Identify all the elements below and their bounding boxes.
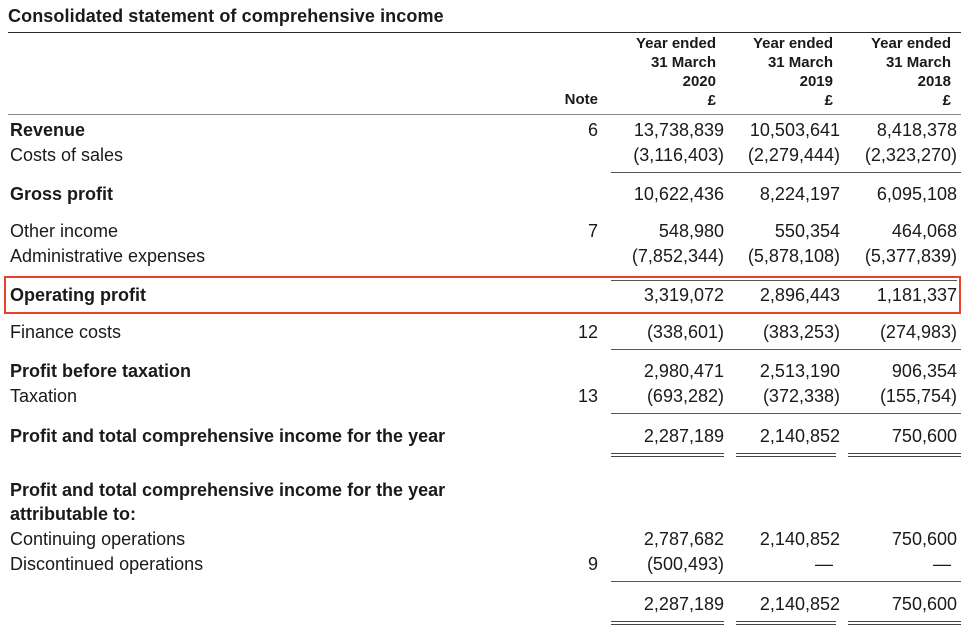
- value-2018: 750,600: [891, 426, 957, 446]
- value-2020: (338,601): [646, 322, 724, 342]
- attributable-heading-row-2: [0, 502, 969, 526]
- value-2018: (2,323,270): [864, 145, 957, 165]
- row-label: Profit and total comprehensive income for the year: [10, 426, 446, 446]
- row-label: Costs of sales: [10, 145, 124, 165]
- discontinued-operations-row: [0, 552, 969, 576]
- subtotal-rule: [611, 172, 961, 173]
- total-double-rule-2019: [736, 453, 836, 457]
- total-double-rule-2020: [611, 453, 724, 457]
- value-2020: 10,622,436: [633, 184, 724, 204]
- row-label: Discontinued operations: [10, 554, 204, 574]
- row-note: 13: [577, 386, 598, 406]
- admin-expenses-row: [0, 244, 969, 268]
- year-2019-header: [753, 34, 833, 110]
- value-2019: 2,896,443: [759, 285, 840, 305]
- year-2018-header: [871, 34, 951, 110]
- value-2020: 2,287,189: [643, 426, 724, 446]
- value-2018: 464,068: [891, 221, 957, 241]
- year-2019-line2: 31 March: [767, 54, 833, 71]
- value-2019: 2,513,190: [759, 361, 840, 381]
- year-2020-line2: 31 March: [650, 54, 716, 71]
- value-2020: (3,116,403): [633, 145, 724, 165]
- value-2018: 8,418,378: [876, 120, 957, 140]
- value-2019: (383,253): [762, 322, 840, 342]
- value-2018: —: [933, 554, 951, 574]
- header-underline: [8, 114, 961, 115]
- row-label: Taxation: [10, 386, 78, 406]
- row-label: Profit and total comprehensive income for the year: [10, 480, 446, 500]
- value-2020: 13,738,839: [633, 120, 724, 140]
- subtotal-rule: [611, 349, 961, 350]
- value-2019: —: [815, 554, 833, 574]
- value-2019: 10,503,641: [749, 120, 840, 140]
- year-2018-currency: £: [942, 92, 951, 109]
- subtotal-rule: [611, 280, 957, 281]
- row-label: Revenue: [10, 120, 86, 140]
- value-2019: 8,224,197: [759, 184, 840, 204]
- row-label: Finance costs: [10, 322, 122, 342]
- other-income-row: [0, 219, 969, 243]
- value-2018: 750,600: [891, 529, 957, 549]
- year-2018-line1: Year ended: [870, 35, 951, 52]
- profit-total-row: [0, 424, 969, 448]
- operating-profit-row: [0, 283, 969, 307]
- year-2019-line1: Year ended: [752, 35, 833, 52]
- row-note: 12: [577, 322, 598, 342]
- value-2020: 3,319,072: [643, 285, 724, 305]
- row-note: 9: [587, 554, 598, 574]
- year-2019-line3: 2019: [799, 73, 833, 90]
- value-2018: 906,354: [891, 361, 957, 381]
- value-2019: 2,140,852: [759, 594, 840, 614]
- title-underline: [8, 32, 961, 33]
- value-2018: (274,983): [879, 322, 957, 342]
- total-double-rule-2020: [611, 621, 724, 625]
- attributable-total-row: [0, 592, 969, 616]
- revenue-row: [0, 118, 969, 142]
- value-2018: 6,095,108: [876, 184, 957, 204]
- row-label: Other income: [10, 221, 119, 241]
- subtotal-rule: [611, 581, 961, 582]
- note-header-label: Note: [564, 91, 598, 108]
- value-2018: 1,181,337: [876, 285, 957, 305]
- note-column-header: [565, 90, 598, 109]
- value-2020: 2,980,471: [643, 361, 724, 381]
- year-2020-currency: £: [707, 92, 716, 109]
- value-2018: (5,377,839): [864, 246, 957, 266]
- year-2020-header: [636, 34, 716, 110]
- costs-of-sales-row: [0, 143, 969, 167]
- total-double-rule-2018: [848, 621, 961, 625]
- value-2019: 2,140,852: [759, 426, 840, 446]
- statement-title: Consolidated statement of comprehensive income: [8, 6, 444, 26]
- value-2020: (500,493): [646, 554, 724, 574]
- year-2018-line2: 31 March: [885, 54, 951, 71]
- value-2020: (7,852,344): [631, 246, 724, 266]
- value-2019: 550,354: [774, 221, 840, 241]
- attributable-heading-row-1: [0, 478, 969, 502]
- value-2020: 548,980: [658, 221, 724, 241]
- year-2020-line1: Year ended: [635, 35, 716, 52]
- year-2020-line3: 2020: [682, 73, 716, 90]
- continuing-operations-row: [0, 527, 969, 551]
- taxation-row: [0, 384, 969, 408]
- value-2018: 750,600: [891, 594, 957, 614]
- row-note: 6: [587, 120, 598, 140]
- row-label: Profit before taxation: [10, 361, 192, 381]
- value-2019: (5,878,108): [747, 246, 840, 266]
- value-2020: 2,787,682: [643, 529, 724, 549]
- year-2019-currency: £: [824, 92, 833, 109]
- row-label: Continuing operations: [10, 529, 186, 549]
- row-label: Gross profit: [10, 184, 114, 204]
- row-label: Operating profit: [10, 285, 146, 305]
- row-note: 7: [587, 221, 598, 241]
- subtotal-rule: [611, 413, 961, 414]
- value-2020: 2,287,189: [643, 594, 724, 614]
- value-2018: (155,754): [879, 386, 957, 406]
- total-double-rule-2018: [848, 453, 961, 457]
- value-2019: 2,140,852: [759, 529, 840, 549]
- value-2020: (693,282): [646, 386, 724, 406]
- profit-before-tax-row: [0, 359, 969, 383]
- value-2019: (2,279,444): [747, 145, 840, 165]
- row-label: Administrative expenses: [10, 246, 206, 266]
- value-2019: (372,338): [762, 386, 840, 406]
- total-double-rule-2019: [736, 621, 836, 625]
- year-2018-line3: 2018: [917, 73, 951, 90]
- finance-costs-row: [0, 320, 969, 344]
- row-label: attributable to:: [10, 504, 136, 524]
- gross-profit-row: [0, 182, 969, 206]
